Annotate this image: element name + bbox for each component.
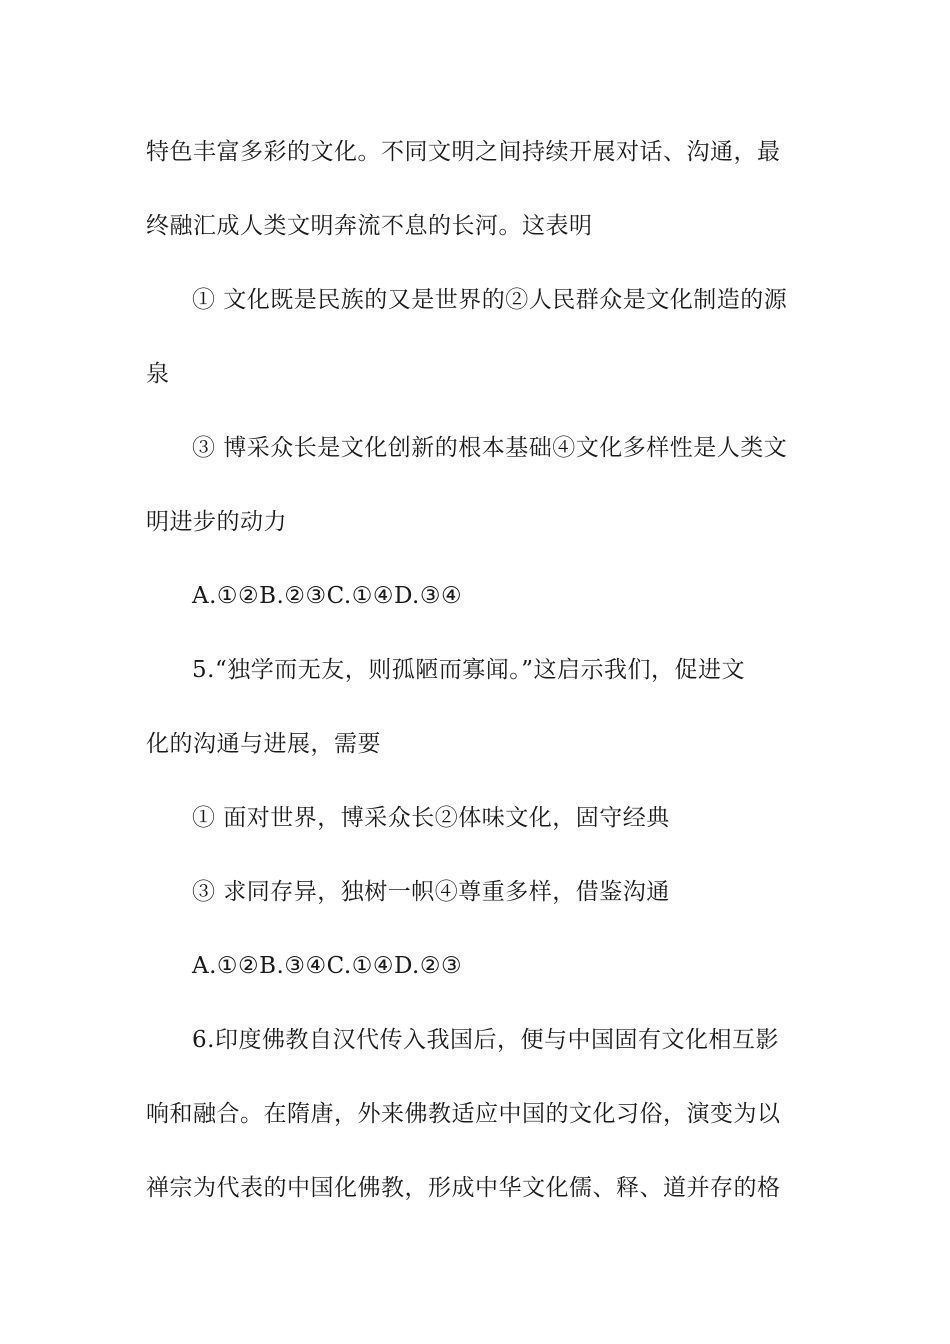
text-line-3: 泉 <box>146 361 170 387</box>
text-line-2: 终融汇成人类文明奔流不息的长河。这表明 <box>146 213 593 239</box>
question-5-line-1: 5.“独学而无友，则孤陋而寡闻。”这启示我们，促进文 <box>192 657 745 683</box>
question-5-option-line-1: ① 面对世界，博采众长②体味文化，固守经典 <box>192 805 670 831</box>
answer-choices-5: A.①②B.③④C.①④D.②③ <box>192 953 463 979</box>
question-6-line-2: 响和融合。在隋唐，外来佛教适应中国的文化习俗，演变为以 <box>146 1101 781 1127</box>
option-line-2: ③ 博采众长是文化创新的根本基础④文化多样性是人类文 <box>192 435 788 461</box>
question-5-line-2: 化的沟通与进展，需要 <box>146 731 381 757</box>
option-line-1: ① 文化既是民族的又是世界的②人民群众是文化制造的源 <box>192 287 788 313</box>
question-5-option-line-2: ③ 求同存异，独树一帜④尊重多样，借鉴沟通 <box>192 879 670 905</box>
text-line-1: 特色丰富多彩的文化。不同文明之间持续开展对话、沟通，最 <box>146 139 781 165</box>
question-6-line-1: 6.印度佛教自汉代传入我国后，便与中国固有文化相互影 <box>192 1027 779 1053</box>
answer-choices-4: A.①②B.②③C.①④D.③④ <box>192 583 463 609</box>
question-6-line-3: 禅宗为代表的中国化佛教，形成中华文化儒、释、道并存的格 <box>146 1175 781 1201</box>
text-line-4: 明进步的动力 <box>146 509 287 535</box>
